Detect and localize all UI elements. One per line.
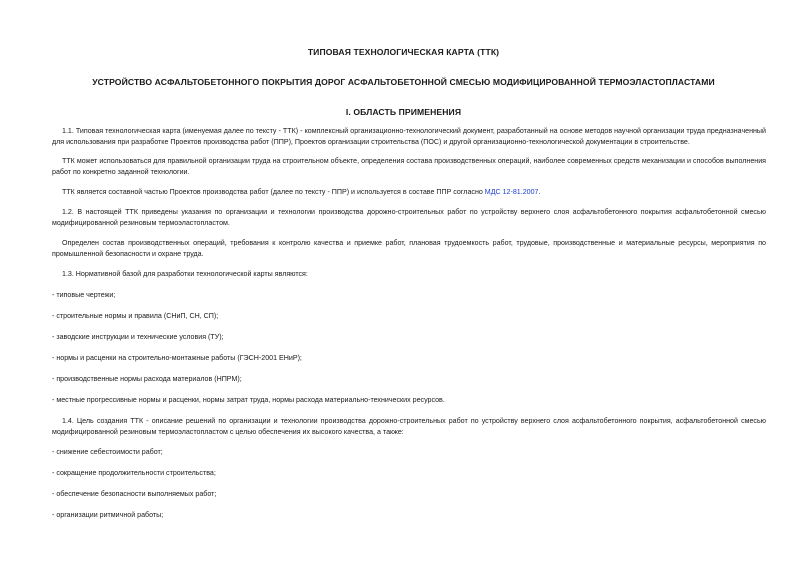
list-item: - снижение себестоимости работ; [52, 448, 163, 456]
paragraph-ttk-usage: ТТК может использоваться для правильной организации труда на строительном объекте, определения состава производственных операций, наиболее современных средств механизации и способов выполнения работ по конкретно заданной технологии. [52, 157, 766, 176]
mds-link[interactable]: МДС 12-81.2007 [484, 188, 539, 196]
document-title: ТИПОВАЯ ТЕХНОЛОГИЧЕСКАЯ КАРТА (ТТК) [307, 47, 500, 57]
list-item: - строительные нормы и правила (СНиП, СН, СП); [52, 312, 219, 320]
list-item: - местные прогрессивные нормы и расценки, нормы затрат труда, нормы расхода материально-технических ресурсов. [52, 396, 445, 404]
paragraph-ttk-part-end: . [538, 188, 541, 196]
list-item: - заводские инструкции и технические условия (ТУ); [52, 333, 224, 341]
list-item: - сокращение продолжительности строительства; [52, 469, 216, 477]
list-item: - организации ритмичной работы; [52, 511, 164, 519]
paragraph-ttk-part-text: ТТК является составной частью Проектов производства работ (далее по тексту - ППР) и используется в составе ППР согласно [62, 188, 485, 196]
list-item: - обеспечение безопасности выполняемых работ; [52, 490, 217, 498]
section-title: I. ОБЛАСТЬ ПРИМЕНЕНИЯ [345, 107, 462, 117]
list-item: - нормы и расценки на строительно-монтажные работы (ГЭСН-2001 ЕНиР); [52, 354, 302, 362]
list-item: - типовые чертежи; [52, 291, 116, 299]
paragraph-1-2: 1.2. В настоящей ТТК приведены указания по организации и технологии производства дорожно-строительных работ по устройству верхнего слоя асфальтобетонного покрытия асфальтобетонной смесью модифицированной резиновым термоэластопластом. [52, 208, 766, 227]
paragraph-ttk-part [52, 187, 766, 198]
list-item: - производственные нормы расхода материалов (НПРМ); [52, 375, 242, 383]
paragraph-1-1: 1.1. Типовая технологическая карта (именуемая далее по тексту - ТТК) - комплексный организационно-технологический документ, разработанный на основе методов научной организации труда предназначенный для использования при разработке Проектов производства работ (ППР), Проектов организации строительства (ПОС) и другой организационно-технологической документации в строительстве. [52, 127, 766, 146]
paragraph-1-3: 1.3. Нормативной базой для разработки технологической карты являются: [62, 270, 308, 278]
paragraph-1-4: 1.4. Цель создания ТТК - описание решений по организации и технологии производства дорожно-строительных работ по устройству верхнего слоя асфальтобетонного покрытия, асфальтобетонной смесью модифицированной резиновым термоэластопластом с целью обеспечения их высокого качества, а также: [52, 417, 766, 436]
paragraph-operations: Определен состав производственных операций, требования к контролю качества и приемке работ, плановая трудоемкость работ, трудовые, производственные и материальные ресурсы, мероприятия по промышленной безопасности и охране труда. [52, 239, 766, 258]
document-subtitle: УСТРОЙСТВО АСФАЛЬТОБЕТОННОГО ПОКРЫТИЯ ДОРОГ АСФАЛЬТОБЕТОННОЙ СМЕСЬЮ МОДИФИЦИРОВАННОЙ ТЕРМОЭЛАСТОПЛАСТАМИ [92, 77, 715, 87]
